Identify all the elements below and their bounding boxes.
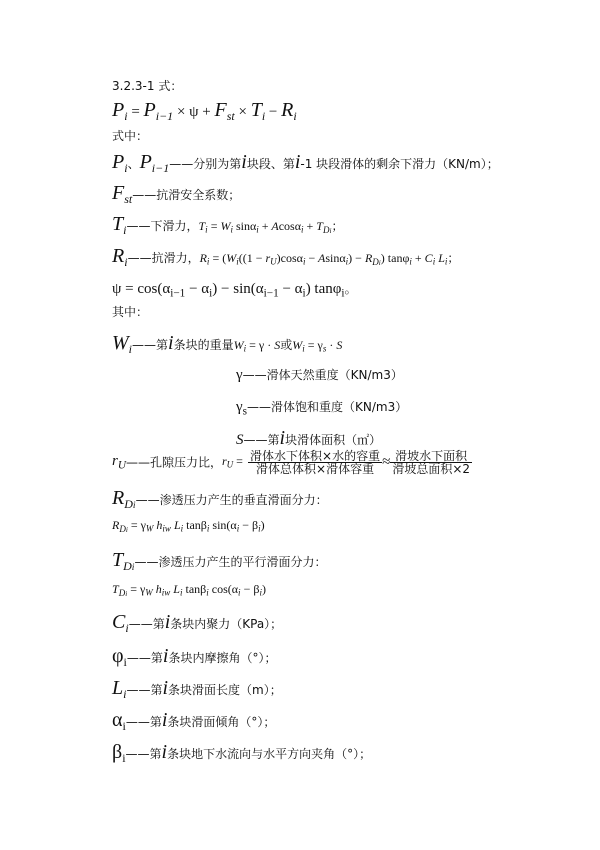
def-L: $L_i——$第i条块滑面长度（m）；	[112, 677, 282, 702]
rU-fraction-2: $\frac{\text{滑坡水下面积}}{\text{滑坡总面积×2}}$	[392, 449, 471, 476]
main-formula: $P_i = P_{i-1} \times \psi + F_{st} \times T_i - R_i$	[112, 99, 297, 124]
def-T: $T_i——$下滑力，$T_i = W_i$ $\sin\alpha_i + Acos\alpha_i + T_{Di}$；	[112, 213, 344, 238]
where-label: 式中：	[112, 129, 149, 143]
def-P: $P_i$、$P_{i-1}——$分别为第i块段、第i-1 块段滑体的剩余下滑力（KN/m）；	[112, 151, 499, 176]
section-heading: 3.2.3-1 式：	[112, 79, 183, 93]
def-C: $C_i——$第i条块内聚力（KPa）；	[112, 611, 283, 636]
def-F: $F_{st}——$抗滑安全系数；	[112, 182, 241, 207]
rU-fraction-1: $\frac{\text{滑体水下体积×水的容重}}{\text{滑体总体积×滑体容重}}$	[250, 449, 381, 476]
RD-formula: $R_{Di} = \gamma_W$ $h_{iw}$ $L_i$ tanβ$_i$ $\sin(\alpha_i - \beta_i)$	[112, 518, 265, 534]
def-rU: $r_U——$孔隙压力比，$r_U$ = $\frac{\text{滑体水下体积×水的容重}}{\text{滑体总体积×滑体容重}}$ ≈ $\frac{\text{滑坡水下面积}}{\text{滑坡总面积×2}}$	[112, 449, 471, 476]
def-S: S——第i块滑体面积（㎡）	[236, 427, 382, 449]
def-W: $W_i——$第i条块的重量$W_i = \gamma \cdot S$或$W_i = \gamma_s \cdot S$	[112, 332, 343, 357]
def-gamma: γ——滑体天然重度（KN/m3）	[236, 367, 403, 383]
def-psi: $\psi = \cos(\alpha_{i-1} - \alpha_i) - \sin(\alpha_{i-1} - \alpha_i)$ tanφ$_i$。	[112, 281, 357, 300]
def-phi: $\varphi_i——$第i条块内摩擦角（°）；	[112, 645, 277, 670]
def-RD: $R_{Di}——$渗透压力产生的垂直滑面分力：	[112, 487, 328, 512]
def-TD: $T_{Di}——$渗透压力产生的平行滑面分力：	[112, 549, 327, 574]
among-label: 其中：	[112, 305, 149, 319]
def-gamma-s: $\gamma_s——$滑体饱和重度（KN/m3）	[236, 399, 408, 418]
TD-formula: $T_{Di} = \gamma_W$ $h_{iw}$ $L_i$ tanβ$_i$ $\cos(\alpha_i - \beta_i)$	[112, 582, 266, 598]
def-beta: $\beta_i——$第i条块地下水流向与水平方向夹角（°）；	[112, 741, 372, 766]
def-R: $R_i——$抗滑力，$R_i = (W_i((1 - r_U)\cos\alpha_i - Asin\alpha_i) - R_{Di}) \tan\varphi_i + C_i$ $L_i$；	[112, 245, 460, 270]
def-alpha: $\alpha_i——$第i条块滑面倾角（°）；	[112, 709, 276, 734]
